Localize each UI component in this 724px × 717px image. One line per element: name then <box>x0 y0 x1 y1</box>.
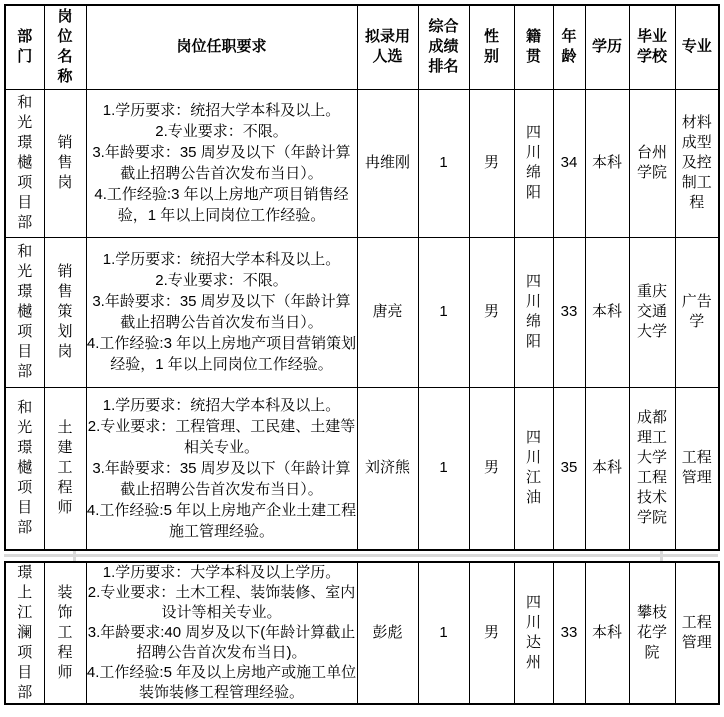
cell-education <box>585 237 629 387</box>
position-value: 装饰工程师 <box>57 584 73 681</box>
requirement-line: 3.年龄要求:40 周岁及以下(年龄计算截止招聘公告首次发布当日)。 <box>87 624 356 661</box>
department-value: 和光璟樾项目部 <box>17 94 33 231</box>
table-row-civil-engineer <box>5 387 719 550</box>
cell-rank <box>418 89 469 237</box>
cell-hometown <box>514 89 553 237</box>
cell-gender <box>469 237 514 387</box>
education-value: 本科 <box>591 303 622 320</box>
requirement-line: 1.学历要求：统招大学本科及以上。 <box>102 251 341 268</box>
cell-age <box>553 237 585 387</box>
cell-candidate <box>357 562 418 704</box>
requirement-line: 2.专业要求：土木工程、装饰装修、室内设计等相关专业。 <box>87 584 356 621</box>
recruitment-table-second <box>4 561 720 705</box>
cell-rank <box>418 237 469 387</box>
education-value: 本科 <box>591 154 622 171</box>
age-value: 35 <box>560 459 578 477</box>
header-label-education: 学历 <box>591 38 622 56</box>
cell-hometown <box>514 387 553 550</box>
cell-gender <box>469 89 514 237</box>
cell-age <box>553 562 585 704</box>
column-header-gender <box>469 5 514 89</box>
cell-school <box>629 562 675 704</box>
requirement-line: 4.工作经验:3 年以上房地产项目营销策划经验，1 年以上同岗位工作经验。 <box>86 335 357 373</box>
cell-position <box>44 387 86 550</box>
requirement-line: 3.年龄要求：35 周岁及以下（年龄计算截止招聘公告首次发布当日）。 <box>92 459 351 498</box>
rank-value: 1 <box>439 303 448 320</box>
cell-requirements <box>86 89 357 237</box>
department-value: 璟上江澜项目部 <box>17 564 33 701</box>
gender-value: 男 <box>483 459 499 477</box>
header-label-major: 专业 <box>681 38 712 56</box>
department-value: 和光璟樾项目部 <box>17 399 33 537</box>
cell-rank <box>418 562 469 704</box>
age-value: 33 <box>560 624 578 641</box>
column-header-position <box>44 5 86 89</box>
school-value: 重庆交通大学 <box>636 283 667 340</box>
candidate-value: 冉维刚 <box>364 154 410 171</box>
cell-candidate <box>357 387 418 550</box>
rank-value: 1 <box>439 459 448 477</box>
cell-department <box>5 387 44 550</box>
header-row <box>5 5 719 89</box>
table-row-sales <box>5 89 719 237</box>
cell-gender <box>469 387 514 550</box>
school-value: 台州学院 <box>636 144 667 181</box>
cell-requirements <box>86 562 357 704</box>
column-header-department <box>5 5 44 89</box>
department-value: 和光璟樾项目部 <box>17 243 33 380</box>
age-value: 33 <box>560 303 578 320</box>
table-row-sales-planning <box>5 237 719 387</box>
cell-position <box>44 237 86 387</box>
requirement-line: 2.专业要求：不限。 <box>155 123 288 140</box>
cell-position <box>44 89 86 237</box>
table-section-divider <box>4 551 718 561</box>
cell-requirements <box>86 237 357 387</box>
column-header-age <box>553 5 585 89</box>
major-value: 材料成型及控制工程 <box>681 114 712 211</box>
requirement-line: 2.专业要求：不限。 <box>155 272 288 289</box>
divider-line <box>4 554 718 557</box>
cell-major <box>675 562 719 704</box>
cell-requirements <box>86 387 357 550</box>
cell-school <box>629 89 675 237</box>
age-value: 34 <box>560 154 578 171</box>
cell-education <box>585 387 629 550</box>
column-header-school <box>629 5 675 89</box>
column-header-hometown <box>514 5 553 89</box>
requirement-line: 4.工作经验:5 年以上房地产企业土建工程施工管理经验。 <box>86 501 357 540</box>
school-value: 成都理工大学工程技术学院 <box>636 409 667 527</box>
cell-hometown <box>514 562 553 704</box>
cell-major <box>675 387 719 550</box>
gender-value: 男 <box>483 303 499 320</box>
hometown-value: 四川绵阳 <box>525 124 541 201</box>
cell-position <box>44 562 86 704</box>
header-label-department: 部门 <box>17 28 33 66</box>
divider-tick <box>73 551 76 561</box>
column-header-rank <box>418 5 469 89</box>
rank-value: 1 <box>439 624 448 641</box>
column-header-major <box>675 5 719 89</box>
cell-school <box>629 237 675 387</box>
cell-major <box>675 237 719 387</box>
gender-value: 男 <box>483 624 499 641</box>
cell-candidate <box>357 237 418 387</box>
requirement-line: 1.学历要求：统招大学本科及以上。 <box>102 102 341 119</box>
column-header-candidate <box>357 5 418 89</box>
major-value: 广告学 <box>681 293 712 330</box>
education-value: 本科 <box>591 459 622 477</box>
requirement-line: 4.工作经验:5 年及以上房地产或施工单位装饰装修工程管理经验。 <box>86 664 357 701</box>
header-label-position: 岗位名称 <box>57 8 73 86</box>
cell-age <box>553 89 585 237</box>
candidate-value: 刘济熊 <box>364 459 410 477</box>
column-header-education <box>585 5 629 89</box>
divider-tick <box>660 551 663 561</box>
table-row-decoration-engineer <box>5 562 719 704</box>
cell-department <box>5 237 44 387</box>
hometown-value: 四川绵阳 <box>525 273 541 350</box>
candidate-value: 彭彪 <box>372 624 403 641</box>
hometown-value: 四川江油 <box>525 429 541 507</box>
cell-education <box>585 89 629 237</box>
cell-hometown <box>514 237 553 387</box>
cell-rank <box>418 387 469 550</box>
education-value: 本科 <box>591 624 622 641</box>
header-label-gender: 性别 <box>483 28 499 66</box>
requirement-line: 3.年龄要求：35 周岁及以下（年龄计算截止招聘公告首次发布当日）。 <box>92 144 351 182</box>
cell-gender <box>469 562 514 704</box>
cell-department <box>5 89 44 237</box>
cell-candidate <box>357 89 418 237</box>
cell-department <box>5 562 44 704</box>
header-label-school: 毕业学校 <box>636 28 667 66</box>
requirement-line: 1.学历要求：统招大学本科及以上。 <box>102 396 341 414</box>
header-label-candidate: 拟录用人选 <box>364 28 410 66</box>
cell-age <box>553 387 585 550</box>
requirement-line: 1.学历要求：大学本科及以上学历。 <box>102 564 341 581</box>
cell-major <box>675 89 719 237</box>
requirement-line: 4.工作经验:3 年以上房地产项目销售经验，1 年以上同岗位工作经验。 <box>94 186 349 224</box>
position-value: 销售岗 <box>57 134 73 191</box>
gender-value: 男 <box>483 154 499 171</box>
column-header-requirements <box>86 5 357 89</box>
header-label-rank: 综合成绩排名 <box>428 18 459 76</box>
position-value: 土建工程师 <box>57 419 73 517</box>
major-value: 工程管理 <box>681 449 712 487</box>
position-value: 销售策划岗 <box>57 263 73 360</box>
header-label-hometown: 籍贯 <box>525 28 541 66</box>
recruitment-table-main <box>4 4 720 551</box>
major-value: 工程管理 <box>681 614 712 651</box>
candidate-value: 唐亮 <box>372 303 403 320</box>
requirement-line: 2.专业要求：工程管理、工民建、土建等相关专业。 <box>87 417 356 456</box>
school-value: 攀枝花学院 <box>636 604 667 661</box>
cell-education <box>585 562 629 704</box>
header-label-age: 年龄 <box>561 28 577 66</box>
cell-school <box>629 387 675 550</box>
rank-value: 1 <box>439 154 448 171</box>
header-label-requirements: 岗位任职要求 <box>176 38 267 56</box>
hometown-value: 四川达州 <box>525 594 541 671</box>
requirement-line: 3.年龄要求：35 周岁及以下（年龄计算截止招聘公告首次发布当日）。 <box>92 293 351 331</box>
